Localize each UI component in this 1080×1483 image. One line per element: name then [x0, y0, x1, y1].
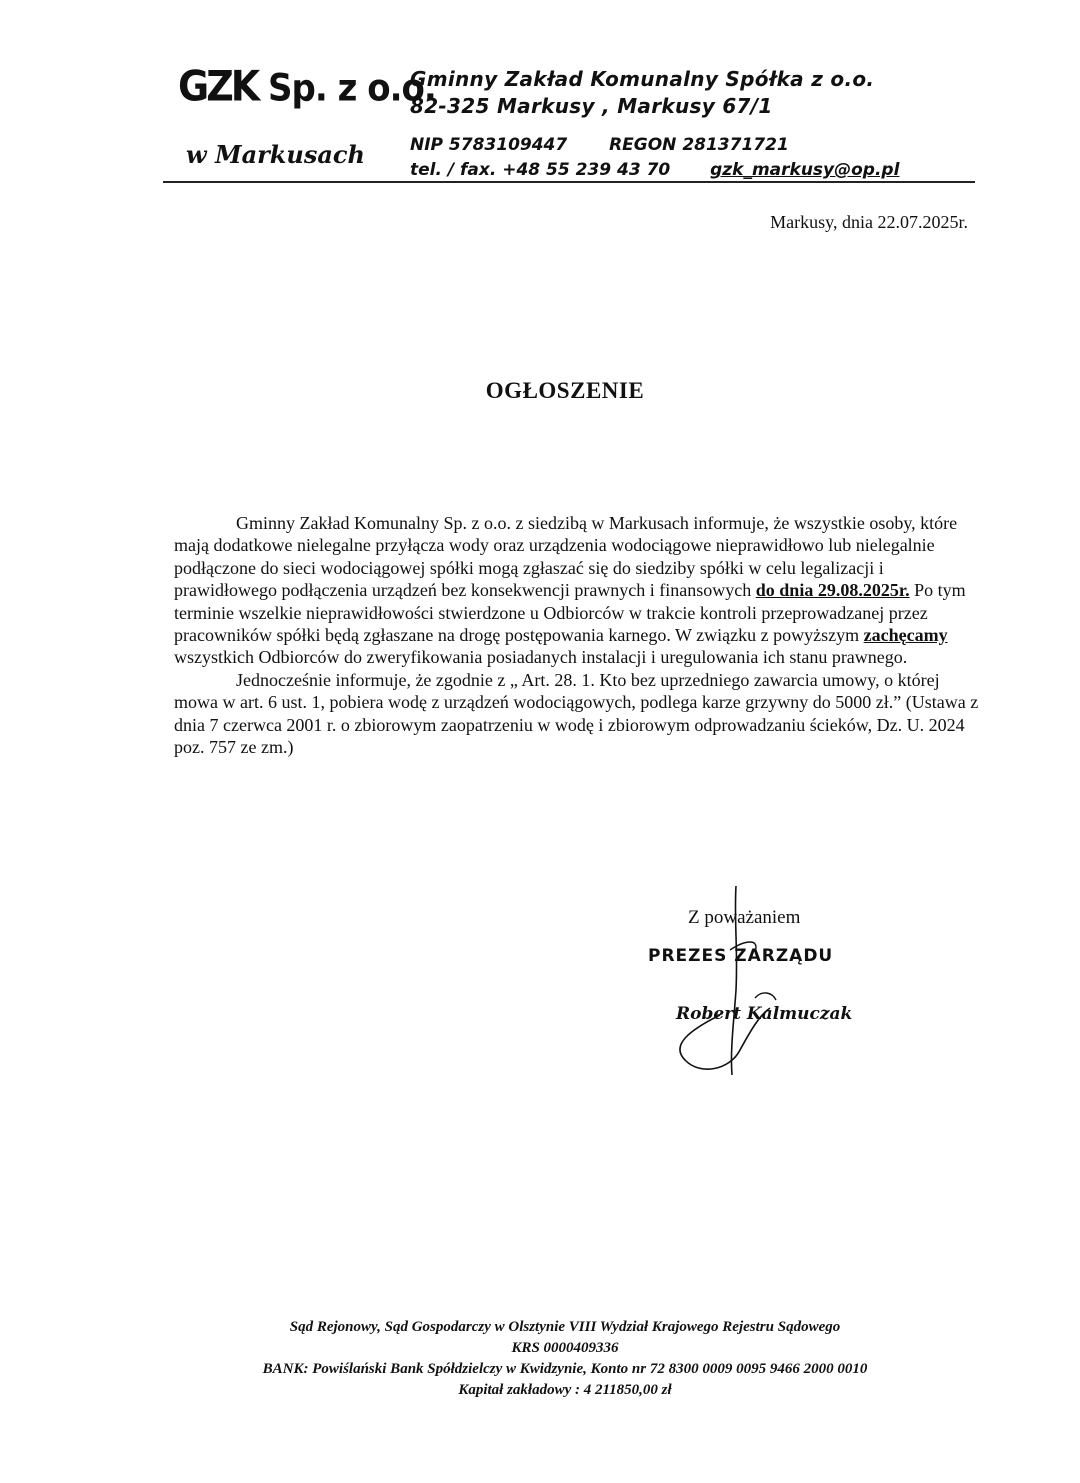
- signer-role: PREZES ZARZĄDU: [648, 946, 834, 966]
- company-ids: [410, 135, 789, 155]
- document-title: OGŁOSZENIE: [485, 378, 645, 403]
- deadline-date: do dnia 29.08.2025r.: [755, 580, 910, 601]
- email-address: gzk_markusy@op.pl: [710, 160, 900, 180]
- signer-name: Robert Kalmuczak: [676, 1004, 853, 1024]
- logo-gzk: GZK: [178, 62, 258, 111]
- company-address: 82-325 Markusy , Markusy 67/1: [410, 94, 773, 118]
- header-divider: [163, 181, 975, 183]
- logo-company-form: Sp. z o.o.: [268, 66, 436, 111]
- footer-krs: KRS 0000409336: [511, 1340, 619, 1356]
- closing-regards: Z poważaniem: [688, 907, 801, 928]
- company-contact: [410, 160, 899, 180]
- footer-bank: BANK: Powiślański Bank Spółdzielczy w Kwidzynie, Konto nr 72 8300 0009 0095 9466 2000 0010: [262, 1361, 868, 1377]
- phone-fax: tel. / fax. +48 55 239 43 70: [410, 160, 671, 180]
- regon-number: REGON 281371721: [609, 135, 789, 155]
- footer-capital: Kapitał zakładowy : 4 211850,00 zł: [458, 1382, 672, 1398]
- paragraph-1-text-c: wszystkich Odbiorców do zweryfikowania posiadanych instalacji i uregulowania ich stanu prawnego.: [174, 647, 908, 668]
- logo-location: w Markusach: [186, 140, 365, 169]
- paragraph-2: Jednocześnie informuje, że zgodnie z „ Art. 28. 1. Kto bez uprzedniego zawarcia umowy, o której mowa w art. 6 ust. 1, pobiera wodę z urządzeń wodociągowych, podlega karze grzywny do 5000 zł.” (Ustawa z dnia 7 czerwca 2001 r. o zbiorowym zaopatrzeniu w wodę i zbiorowym odprowadzaniu ścieków, Dz. U. 2024 poz. 757 ze zm.): [174, 669, 979, 758]
- document-footer: [150, 1317, 980, 1401]
- footer-court: Sąd Rejonowy, Sąd Gospodarczy w Olsztynie VIII Wydział Krajowego Rejestru Sądowego: [289, 1319, 841, 1335]
- nip-number: NIP 5783109447: [410, 135, 568, 155]
- paragraph-1-text-a: Gminny Zakład Komunalny Sp. z o.o. z siedzibą w Markusach informuje, że wszystkie osoby, które mają dodatkowe nielegalne przyłącza wody oraz urządzenia wodociągowe nieprawidłowo lub nielegalnie podłączone do sieci wodociągowej spółki mogą zgłaszać się do siedziby spółki w celu legalizacji i prawidłowego podłączenia urządzeń bez konsekwencji prawnych i finansowych: [174, 513, 958, 601]
- document-date: Markusy, dnia 22.07.2025r.: [770, 212, 968, 232]
- announcement-body: [174, 512, 984, 758]
- company-logo: [178, 62, 436, 110]
- encourage-word: zachęcamy: [863, 625, 948, 646]
- company-name: Gminny Zakład Komunalny Spółka z o.o.: [410, 67, 875, 91]
- paragraph-1: [174, 512, 984, 669]
- paragraph-1-text-b: Po tym terminie wszelkie nieprawidłowości stwierdzone u Odbiorców w trakcie kontroli przeprowadzanej przez pracowników spółki będą zgłaszane na drogę postępowania karnego. W związku z powyższym: [174, 580, 966, 646]
